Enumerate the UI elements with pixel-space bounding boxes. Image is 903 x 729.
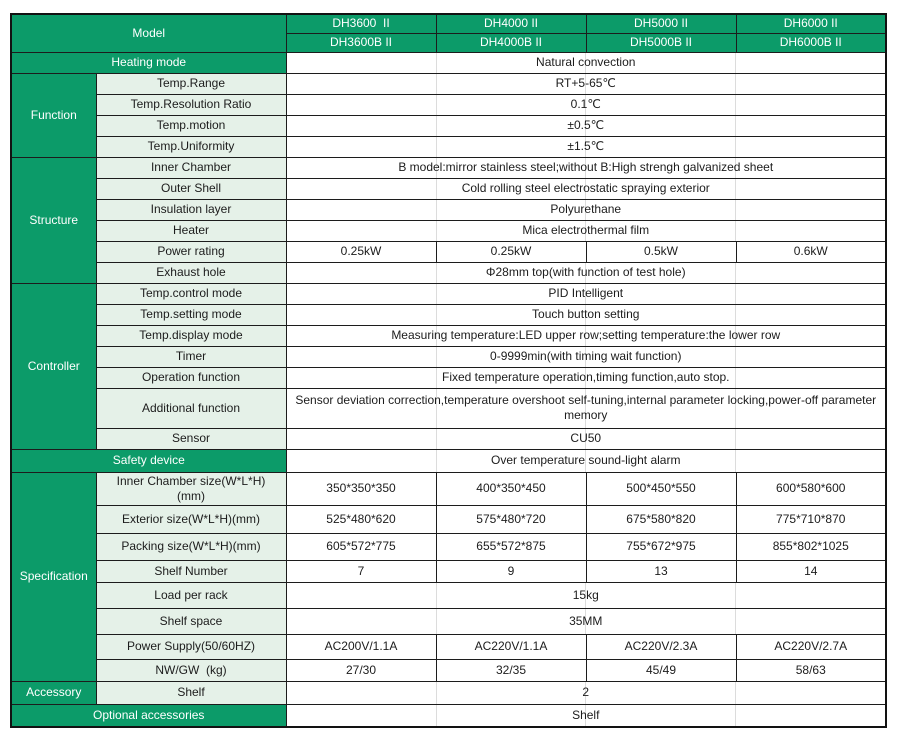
- section-label-accessory: Accessory: [11, 681, 96, 704]
- model-name-dh4000b: DH4000B II: [436, 33, 586, 52]
- row-label-inner-chamber: Inner Chamber: [96, 157, 286, 178]
- packing-size-col4: 855*802*1025: [736, 533, 886, 560]
- row-label-heater: Heater: [96, 220, 286, 241]
- power-supply-col4: AC220V/2.7A: [736, 634, 886, 659]
- section-label-structure: Structure: [11, 157, 96, 283]
- inner-chamber-size-col3: 500*450*550: [586, 472, 736, 505]
- model-header-label: Model: [11, 14, 286, 52]
- row-value-temp-control-mode: PID Intelligent: [286, 283, 886, 304]
- row-label-shelf-space: Shelf space: [96, 608, 286, 634]
- shelf-number-col2: 9: [436, 560, 586, 582]
- row-value-temp-display-mode: Measuring temperature:LED upper row;setting temperature:the lower row: [286, 325, 886, 346]
- row-label-nw-gw: NW/GW (kg): [96, 659, 286, 681]
- shelf-number-col1: 7: [286, 560, 436, 582]
- row-label-timer: Timer: [96, 346, 286, 367]
- row-value-temp-range: RT+5-65℃: [286, 73, 886, 94]
- row-value-accessory-shelf: 2: [286, 681, 886, 704]
- row-value-outer-shell: Cold rolling steel electrostatic spraying exterior: [286, 178, 886, 199]
- section-label-function: Function: [11, 73, 96, 157]
- row-label-outer-shell: Outer Shell: [96, 178, 286, 199]
- power-rating-col4: 0.6kW: [736, 241, 886, 262]
- optional-accessories-value: Shelf: [286, 704, 886, 727]
- spec-sheet: [10, 13, 887, 728]
- row-label-packing-size: Packing size(W*L*H)(mm): [96, 533, 286, 560]
- row-value-temp-motion: ±0.5℃: [286, 115, 886, 136]
- inner-chamber-size-col2: 400*350*450: [436, 472, 586, 505]
- inner-chamber-size-col1: 350*350*350: [286, 472, 436, 505]
- row-label-shelf-number: Shelf Number: [96, 560, 286, 582]
- row-label-power-supply: Power Supply(50/60HZ): [96, 634, 286, 659]
- row-value-inner-chamber: B model:mirror stainless steel;without B:High strengh galvanized sheet: [286, 157, 886, 178]
- row-label-load-per-rack: Load per rack: [96, 582, 286, 608]
- shelf-number-col4: 14: [736, 560, 886, 582]
- nw-gw-col4: 58/63: [736, 659, 886, 681]
- row-label-accessory-shelf: Shelf: [96, 681, 286, 704]
- packing-size-col1: 605*572*775: [286, 533, 436, 560]
- exterior-size-col4: 775*710*870: [736, 505, 886, 533]
- row-value-temp-resolution: 0.1℃: [286, 94, 886, 115]
- optional-accessories-label: Optional accessories: [11, 704, 286, 727]
- packing-size-col2: 655*572*875: [436, 533, 586, 560]
- exterior-size-col2: 575*480*720: [436, 505, 586, 533]
- power-supply-col3: AC220V/2.3A: [586, 634, 736, 659]
- row-label-temp-range: Temp.Range: [96, 73, 286, 94]
- model-name-dh6000: DH6000 II: [736, 14, 886, 33]
- model-name-dh4000: DH4000 II: [436, 14, 586, 33]
- packing-size-col3: 755*672*975: [586, 533, 736, 560]
- model-name-dh3600: DH3600 II: [286, 14, 436, 33]
- row-label-temp-uniformity: Temp.Uniformity: [96, 136, 286, 157]
- row-value-additional-function: Sensor deviation correction,temperature overshoot self-tuning,internal parameter locking,power-off parameter memory: [286, 388, 886, 428]
- row-label-exterior-size: Exterior size(W*L*H)(mm): [96, 505, 286, 533]
- row-value-shelf-space: 35MM: [286, 608, 886, 634]
- row-label-exhaust-hole: Exhaust hole: [96, 262, 286, 283]
- shelf-number-col3: 13: [586, 560, 736, 582]
- model-name-dh5000: DH5000 II: [586, 14, 736, 33]
- row-label-power-rating: Power rating: [96, 241, 286, 262]
- row-value-timer: 0-9999min(with timing wait function): [286, 346, 886, 367]
- row-value-sensor: CU50: [286, 428, 886, 449]
- power-rating-col3: 0.5kW: [586, 241, 736, 262]
- row-value-temp-setting-mode: Touch button setting: [286, 304, 886, 325]
- power-rating-col2: 0.25kW: [436, 241, 586, 262]
- inner-chamber-size-col4: 600*580*600: [736, 472, 886, 505]
- row-value-insulation-layer: Polyurethane: [286, 199, 886, 220]
- model-name-dh3600b: DH3600B II: [286, 33, 436, 52]
- row-label-temp-motion: Temp.motion: [96, 115, 286, 136]
- row-label-inner-chamber-size: Inner Chamber size(W*L*H) (mm): [96, 472, 286, 505]
- row-label-temp-setting-mode: Temp.setting mode: [96, 304, 286, 325]
- heating-mode-label: Heating mode: [11, 52, 286, 73]
- exterior-size-col3: 675*580*820: [586, 505, 736, 533]
- row-value-heater: Mica electrothermal film: [286, 220, 886, 241]
- row-label-additional-function: Additional function: [96, 388, 286, 428]
- nw-gw-col1: 27/30: [286, 659, 436, 681]
- safety-device-label: Safety device: [11, 449, 286, 472]
- row-value-load-per-rack: 15kg: [286, 582, 886, 608]
- row-label-temp-display-mode: Temp.display mode: [96, 325, 286, 346]
- power-supply-col2: AC220V/1.1A: [436, 634, 586, 659]
- row-label-insulation-layer: Insulation layer: [96, 199, 286, 220]
- section-label-controller: Controller: [11, 283, 96, 449]
- row-label-sensor: Sensor: [96, 428, 286, 449]
- model-name-dh6000b: DH6000B II: [736, 33, 886, 52]
- row-label-temp-control-mode: Temp.control mode: [96, 283, 286, 304]
- nw-gw-col3: 45/49: [586, 659, 736, 681]
- row-value-temp-uniformity: ±1.5℃: [286, 136, 886, 157]
- exterior-size-col1: 525*480*620: [286, 505, 436, 533]
- row-value-exhaust-hole: Φ28mm top(with function of test hole): [286, 262, 886, 283]
- row-value-operation-function: Fixed temperature operation,timing function,auto stop.: [286, 367, 886, 388]
- nw-gw-col2: 32/35: [436, 659, 586, 681]
- model-name-dh5000b: DH5000B II: [586, 33, 736, 52]
- product-spec-table: [10, 13, 887, 728]
- section-label-specification: Specification: [11, 472, 96, 681]
- row-label-temp-resolution: Temp.Resolution Ratio: [96, 94, 286, 115]
- power-rating-col1: 0.25kW: [286, 241, 436, 262]
- row-label-operation-function: Operation function: [96, 367, 286, 388]
- safety-device-value: Over temperature sound-light alarm: [286, 449, 886, 472]
- heating-mode-value: Natural convection: [286, 52, 886, 73]
- power-supply-col1: AC200V/1.1A: [286, 634, 436, 659]
